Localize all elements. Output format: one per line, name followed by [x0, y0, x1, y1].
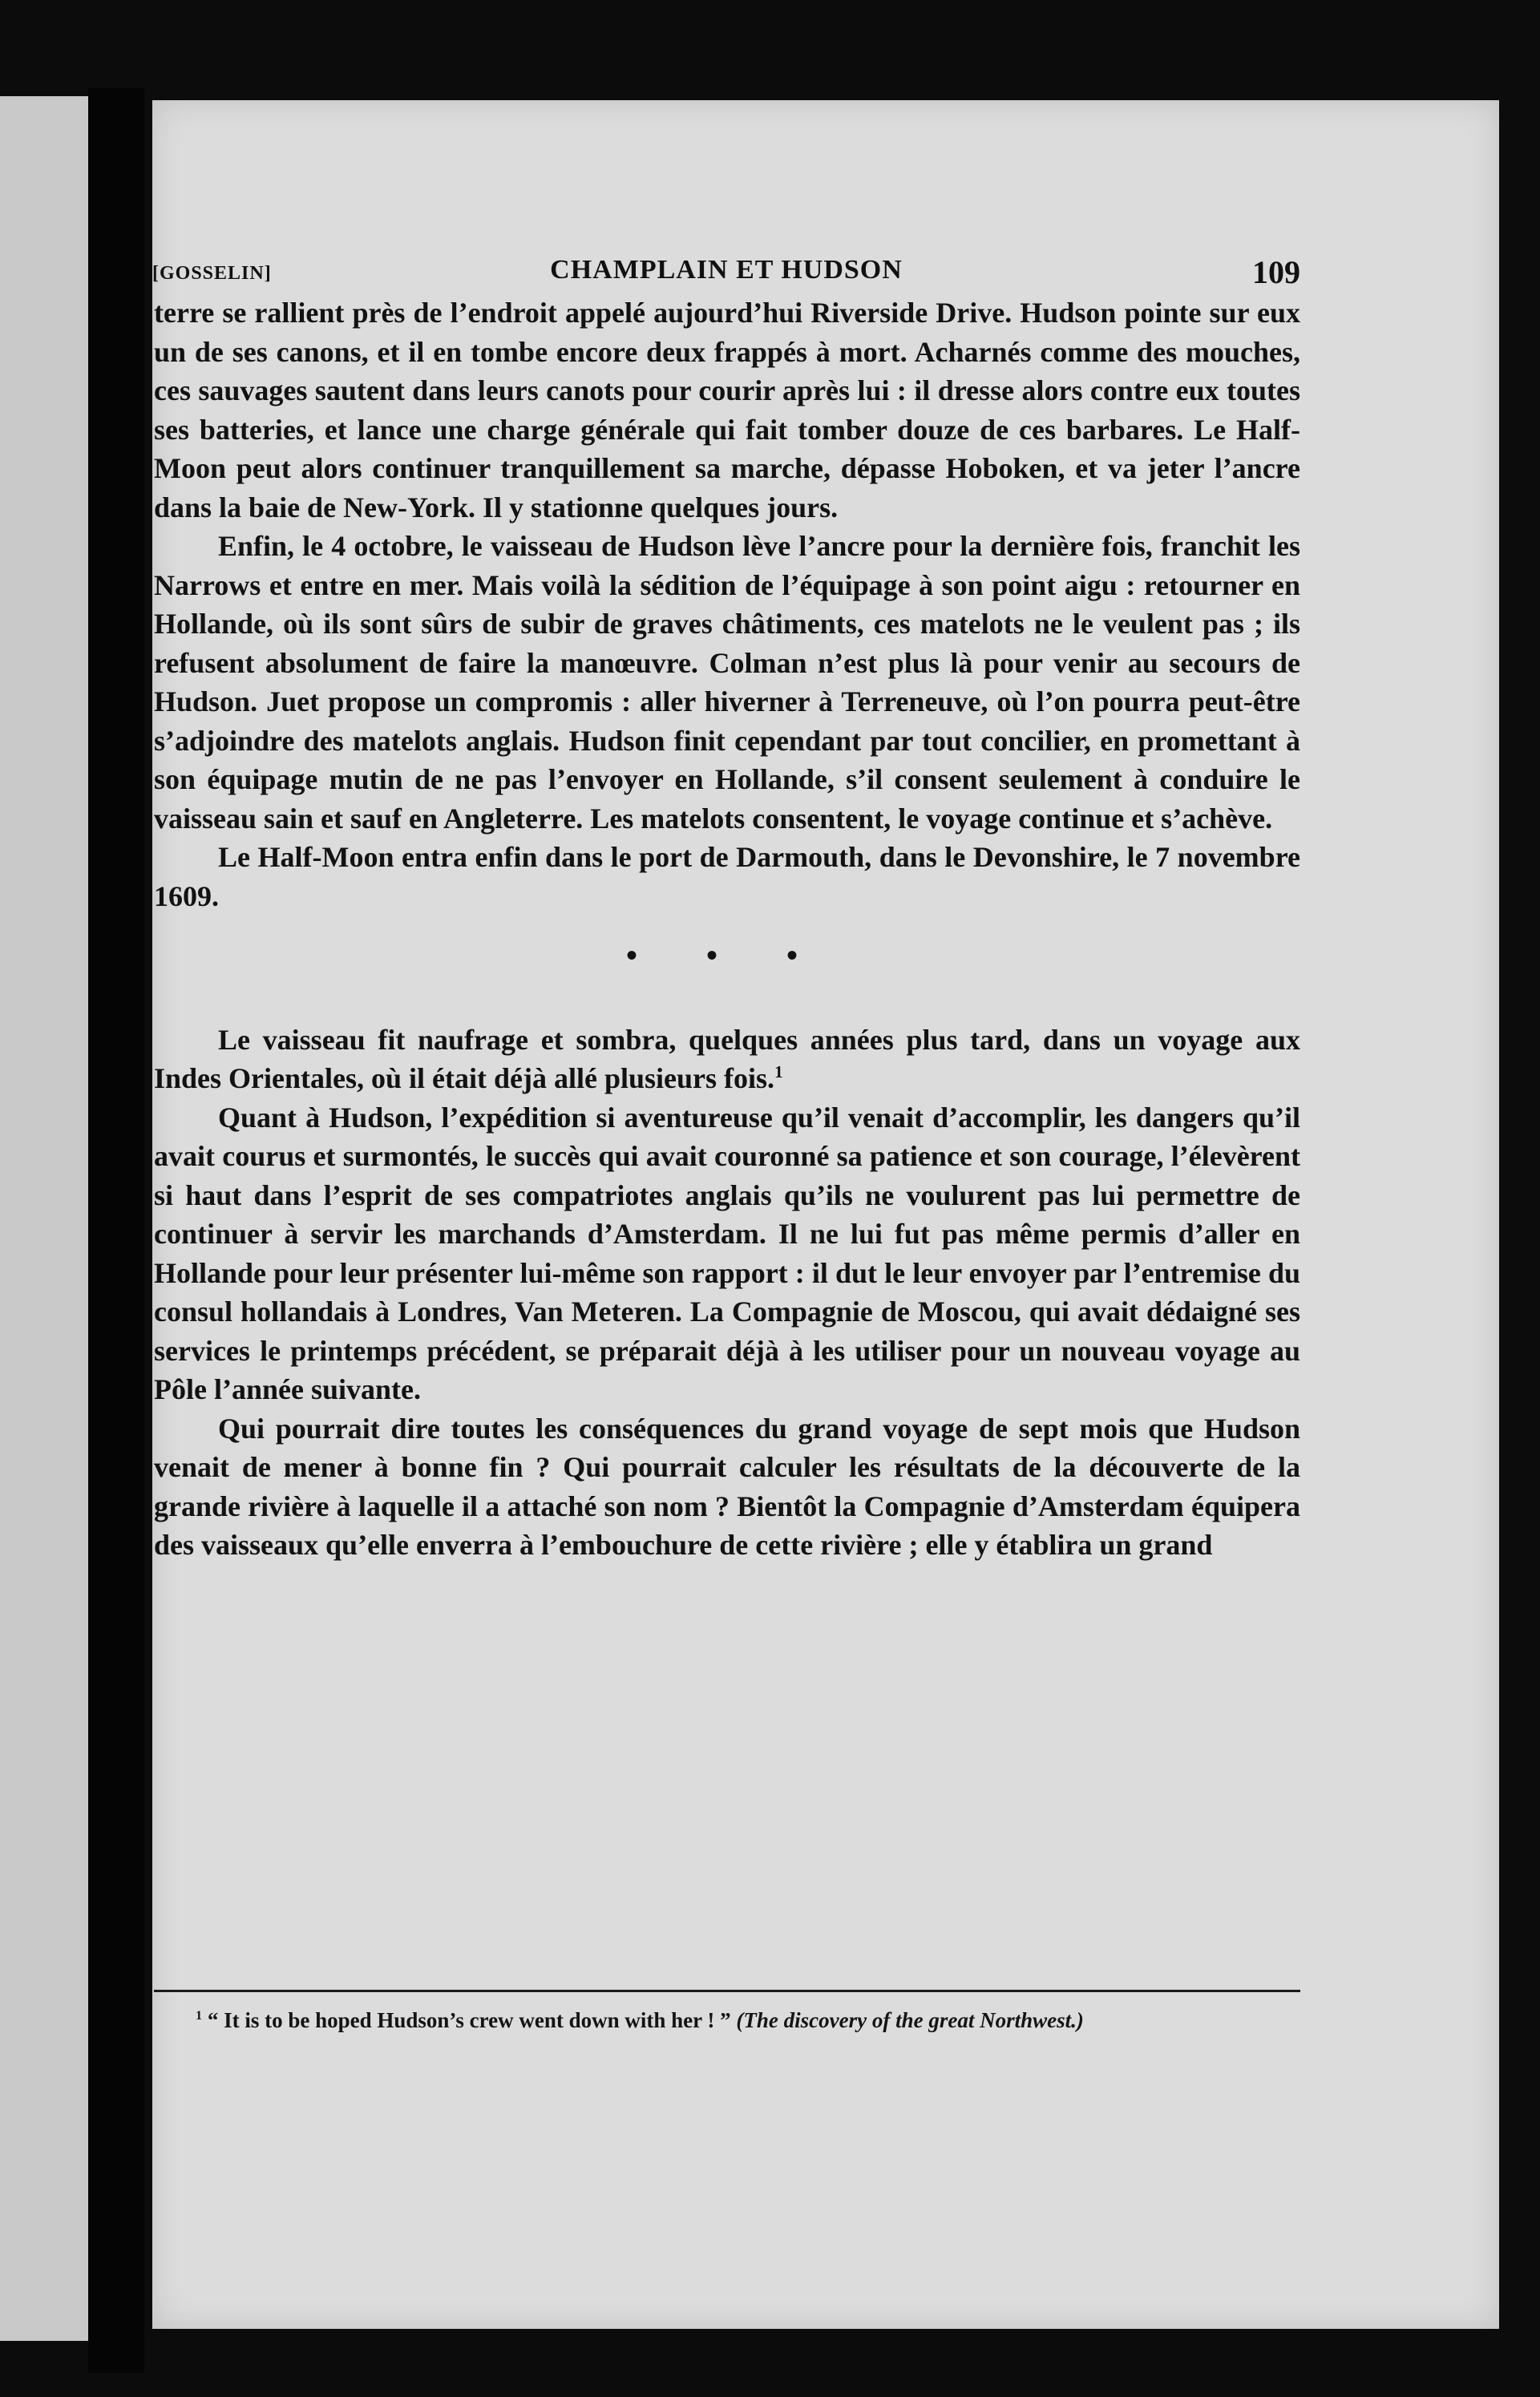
footnote-quote: “ It is to be hoped Hudson’s crew went down with her ! ” — [207, 2008, 731, 2032]
footnote-source: (The discovery of the great Northwest.) — [736, 2008, 1084, 2032]
footnote-marker: 1 — [196, 2008, 203, 2023]
paragraph-text: Le vaisseau fit naufrage et sombra, quelques années plus tard, dans un voyage aux Indes Orientales, où il était déjà allé plusieurs fois. — [154, 1023, 1300, 1094]
book-gutter — [88, 88, 144, 2373]
paragraph: Enfin, le 4 octobre, le vaisseau de Hudson lève l’ancre pour la dernière fois, franchit les Narrows et entre en mer. Mais voilà la sédition de l’équipage à son point aigu : retourner en Hollande, où ils sont sûrs de subir de graves châtiments, ces matelots ne le veulent pas ; ils refusent absolument de faire la manœuvre. Colman n’est plus là pour venir au secours de Hudson. Juet propose un compromis : aller hiverner à Terreneuve, où l’on pourra peut-être s’adjoindre des matelots anglais. Hudson finit cependant par tout concilier, en promettant à son équipage mutin de ne pas l’envoyer en Hollande, s’il consent seulement à conduire le vaisseau sain et sauf en Angleterre. Les matelots consentent, le voyage continue et s’achève. — [154, 530, 1300, 835]
paragraph: terre se rallient près de l’endroit appelé aujourd’hui Riverside Drive. Hudson pointe sur eux un de ses canons, et il en tombe encore deux frappés à mort. Acharnés comme des mouches, ces sauvages sautent dans leurs canots pour courir après lui : il dresse alors contre eux toutes ses batteries, et lance une charge générale qui fait tomber douze de ces barbares. Le Half-Moon peut alors continuer tranquillement sa marche, dépasse Hoboken, et va jeter l’ancre dans la baie de New-York. Il y stationne quelques jours. — [154, 297, 1300, 523]
page-number: 109 — [1252, 254, 1300, 290]
footnote-divider — [154, 1990, 1300, 1992]
adjacent-page-edge — [0, 96, 88, 2341]
paragraph — [154, 1021, 1300, 1098]
running-title: CHAMPLAIN ET HUDSON — [550, 255, 903, 285]
author-tag: [GOSSELIN] — [152, 263, 272, 284]
running-header — [152, 250, 1300, 298]
paragraph: Le Half-Moon entra enfin dans le port de Darmouth, dans le Devonshire, le 7 novembre 1609. — [154, 841, 1300, 912]
paragraph: Quant à Hudson, l’expédition si aventureuse qu’il venait d’accomplir, les dangers qu’il avait courus et surmontés, le succès qui avait couronné sa patience et son courage, l’élevèrent si haut dans l’esprit de ses compatriotes anglais qu’ils ne voulurent pas lui permettre de continuer à servir les marchands d’Amsterdam. Il ne lui fut pas même permis d’aller en Hollande pour leur présenter lui-même son rapport : il dut le leur envoyer par l’entremise du consul hollandais à Londres, Van Meteren. La Compagnie de Moscou, qui avait dédaigné ses services le printemps précédent, se préparait déjà à les utiliser pour un nouveau voyage au Pôle l’année suivante. — [154, 1101, 1300, 1405]
body-text — [154, 293, 1300, 1565]
paragraph: Qui pourrait dire toutes les conséquences du grand voyage de sept mois que Hudson venait de mener à bonne fin ? Qui pourrait calculer les résultats de la découverte de la grande rivière à laquelle il a attaché son nom ? Bientôt la Compagnie d’Amsterdam équipera des vaisseaux qu’elle enverra à l’embouchure de cette rivière ; elle y établira un grand — [154, 1412, 1300, 1561]
footnote — [154, 2004, 1300, 2036]
section-separator: • • • — [625, 937, 828, 973]
footnote-reference: 1 — [774, 1062, 783, 1081]
